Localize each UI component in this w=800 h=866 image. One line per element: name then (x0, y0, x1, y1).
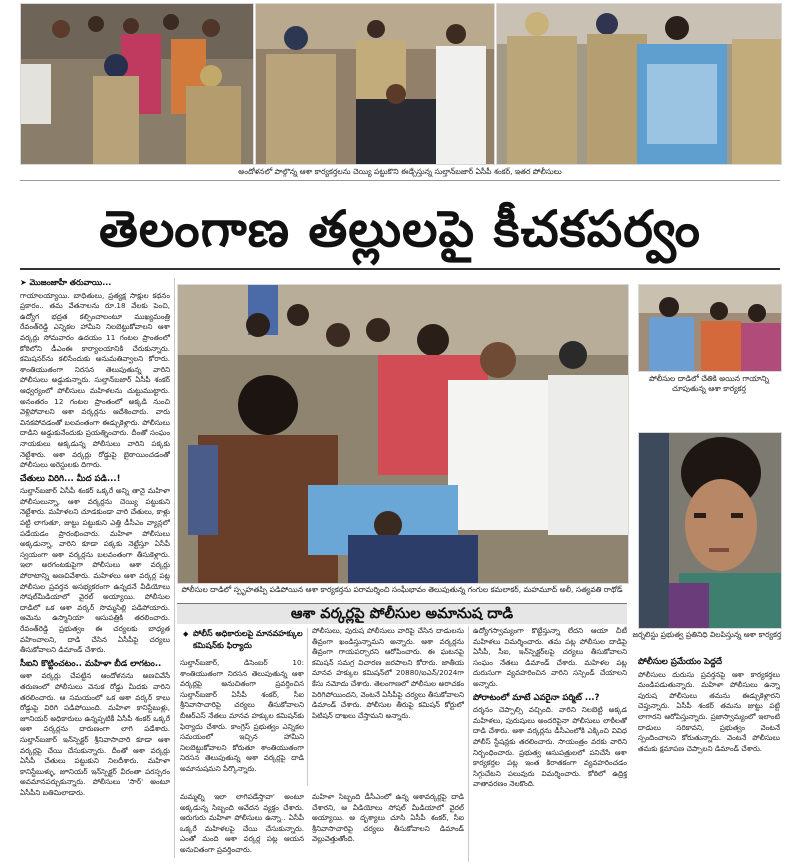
center-divider (468, 626, 469, 862)
left-paragraph-1: గాయాలయ్యాయి. బాధితులు, ప్రత్యక్ష సాక్షుల కథనం ప్రకారం.. తమ వేతనాలను రూ.18 వేలకు పెంచి, ఉద్యోగ భద్రత కల్పించాలంటూ ముఖ్యమంత్రి రేవంత్‌రెడ్డి ఎన్నికల హామీని నిలబెట్టుకోవాలని ఆశా వర్కర్లు సోమవారం ఉదయం 11 గంటల ప్రాంతంలో కోఠిలోని డీఎంఈ కార్యాలయానికి చేరుకున్నారు. కమిషనర్‌ను కలిసేందుకు అనుమతివ్వాలని కోరారు. శాంతియుతంగా నిరసన తెలుపుతున్న వారిని పోలీసులు అడ్డుకున్నారు. సుల్తాన్‌బజార్ ఏసీపీ శంకర్ ఆధ్వర్యంలో పోలీసులు మహిళలను చుట్టుముట్టారు. అనంతరం 12 గంటల ప్రాంతంలో అక్కడి నుంచి వెళ్లిపోవాలని ఆశా వర్కర్లను ఆదేశించారు. వారు వినకపోవడంతో బలవంతంగా ఈడ్చుకెళ్లారు. పోలీసులు దాడిని అడ్డుకునేందుకు ప్రయత్నించారు. దీంతో సంఘం నాయకులు అక్కడున్న పోలీసులు వారిని పక్కకు నెట్టేశారు. ఆశా వర్కర్లు రోడ్డుపై బైఠాయించడంతో పోలీసులు అరెస్టులకు దిగారు. (20, 290, 170, 470)
box-bullets (183, 628, 303, 652)
right-photo-1-caption: పోలీసుల దాడిలో చేతికి అయిన గాయాన్ని చూపుతున్న ఆశా కార్యకర్త (649, 374, 769, 393)
box-col-1: సుల్తాన్‌బజార్, డిసెంబర్ 10: శాంతియుతంగా నిరసన తెలుపుతున్న ఆశా వర్కర్లపై అనుచితంగా ప్రవర్తించిన సుల్తాన్‌బజార్ ఏసీపీ శంకర్, సీఐ శ్రీనివాసాచారిపై చర్యలు తీసుకోవాలని బీఆర్‌ఎస్ నేతలు మానవ హక్కుల కమిషన్‌కు ఫిర్యాదు చేశారు. కాంగ్రెస్ ప్రభుత్వం ఎన్నికల సమయంలో ఇచ్చిన హామీని నిలబెట్టుకోవాలని కోరుతూ శాంతియుతంగా నిరసన తెలుపుతున్న ఆశా వర్కర్లపై దాడి అమానుషమని పేర్కొన్నారు. (180, 658, 304, 773)
right-paragraph-1: ఉద్యోగస్వామ్యంగా కొట్టేస్తున్నా లేదని ఆయా చీటీ మహిళలు విమర్శించారు. తమ పట్ల పోలీసుల దాడిపై ఏసీపీ, సీఐ, ఇన్‌స్పెక్టర్‌లపై చర్యలు తీసుకోవాలని సంఘం నేతలు డిమాండ్ చేశారు. మహిళల పట్ల దురుసుగా వ్యవహరించిన వారిని సస్పెండ్ చేయాలని అన్నారు. (473, 626, 627, 688)
right-paragraph-2: దర్శనం చెప్పాల్సి వచ్చింది. వారిని నిలబెట్టి అక్కడ మహిళలు, పురుషులు అందరిపైనా పోలీసులు లాఠీలతో దాడి చేశారు. ఆశా వర్కర్లను డీసీఎంలోకి ఎక్కించి వివిధ పోలీస్ స్టేషన్లకు తరలించారు. సాయంత్రం వరకు వారిని నిర్బంధించారు. ప్రభుత్వ ఆసుపత్రులలో పనిచేసే ఆశా కార్యకర్తల పట్ల ఇంత కిరాతకంగా వ్యవహరించడం సిగ్గుచేటని పలువురు విమర్శించారు. కోఠిలో ఉద్రిక్త వాతావరణం నెలకొంది. (473, 705, 627, 789)
right-subhead-1: పోరాటంలో మాటే ఎవరైనా పర్మిట్ ...? (473, 692, 600, 703)
center-photo-caption: పోలీసుల దాడిలో స్పృహతప్పి పడిపోయిన ఆశా కార్యకర్తను పరామర్శించి సంఘీభావం తెలుపుతున్న గంగుల కమలాకర్, మహమూద్ అలీ, సత్యవతి రాథోడ్ (181, 585, 623, 594)
left-column (20, 278, 170, 858)
top-photo-caption: అందోళనలో పాల్గొన్న ఆశా కార్యకర్తలను చెయ్యి పట్టుకొని ఈడ్చేస్తున్న సుల్తాన్‌బజార్ ఏసీపీ శంకర్, ఇతర పోలీసులు (238, 167, 562, 176)
right-photo-2 (638, 432, 782, 629)
top-photo-right (496, 3, 782, 165)
dateline: ➤ మొజంజాహీ తరువాయి... (20, 278, 112, 287)
top-photo-center (255, 3, 495, 165)
left-paragraph-2: సుల్తాన్‌బజార్ ఏసీపీ శంకర్ ఒక్కరే అన్ని తానై మహిళా పోలీసులున్నా, ఆశా వర్కర్లను చెయ్యి పట్టుకుని నెట్టేశారు. మహిళలని చూడకుండా వారి చేతులు, కాళ్లు పట్టి లాగుతూ, జుట్టు పట్టుకుని ఎత్తి డీసీఎం వ్యాన్లలో పడేయడం ప్రారంభించారు. మహిళా పోలీసులు అక్కడున్నా, వారిని కూడా పక్కకు నెట్టేస్తూ ఏసీపీ స్వయంగా ఆశా వర్కర్లను బలవంతంగా తీసుకెళ్లారు. ఇలా అరగంటకుపైగా పోలీసులు ఆశా వర్కర్లు పోరాటాన్ని అణచివేశారు. మహిళలు ఆశా వర్కర్ల పట్ల పోలీసుల ప్రవర్తన అసభ్యకరంగా ఉన్నదనే వీడియోలు సోషల్‌మీడియాలో వైరల్ అయ్యాయి. పోలీసుల దాడిలో ఒక ఆశా వర్కర్ సొమ్మసిల్లి పడిపోయారు. ఆమెను ఉస్మానియా ఆసుపత్రికి తరలించారు. రేవంత్‌రెడ్డి ప్రభుత్వం ఈ చర్యలకు బాధ్యత వహించాలని, దాడి చేసిన ఏసీపీపై చర్యలు తీసుకోవాలని డిమాండ్ చేశారు. (20, 486, 170, 655)
caption-rule (20, 180, 780, 181)
bottom-col-2: మహిళా సిబ్బంది డీసీఎంలో ఉన్న ఆశావర్కర్లపై దాడి చేశారని, ఆ వీడియోలు సోషల్ మీడియాలో వైరల్ అయ్యాయి. ఆ దృశ్యాలు చూసి ఏసీపీ శంకర్, సీఐ శ్రీనివాసాచారిపై చర్యలు తీసుకోవాలని డిమాండ్ వెల్లువెత్తుతోంది. (312, 792, 464, 844)
bottom-col-1: మమ్మల్ని ఇలా లాగిపడేస్తావా' అంటూ అక్కడున్న సిబ్బంది ఆవేదన వ్యక్తం చేశారు. ఆరుగురు మహిళా పోలీసులు ఉన్నా.. ఏసీపీ ఒక్కరే మహిళలపై చేయి చేసుకున్నారు. ఎంతో మంది ఆశా వర్కర్ల పట్ల ఆయన అనుచితంగా ప్రవర్తించారు. (180, 792, 304, 854)
far-right-column (638, 654, 780, 862)
left-subhead-1: చేతులు విరిగి... మీద పడి...! (20, 473, 121, 484)
center-photo (177, 284, 629, 584)
far-right-subhead: పోలీసుల ప్రమేయం పెద్దదే (638, 657, 723, 667)
left-paragraph-3: ఆశా వర్కర్లు చేపట్టిన ఆందోళనను అణచివేసే తరుణంలో పోలీసులు వెనుక రోడ్డు మీదకు వారిని తరలించారు. ఆ సమయంలో ఒక ఆశా వర్కర్ కాలు రోడ్డుపై విరిగి పడిపోయింది. మహిళా కానిస్టేబుళ్లు, జూనియర్ అధికారులు ఉన్నప్పటికీ ఏసీపీ శంకర్ ఒక్కరే ఆశా వర్కర్లను దారుణంగా లాగి పడేశారు. సుల్తాన్‌బజార్ ఇన్‌స్పెక్టర్ శ్రీనివాసాచారి కూడా ఆశా వర్కర్లపై చేయి చేసుకున్నారు. దీంతో ఆశా వర్కర్లు ఏసీపీ చేతులు పట్టుకుని నిలదీశారు. మహిళా కానిస్టేబుళ్ళు, జూనియర్ ఇన్‌స్పెక్టర్ వీరంతా పరస్పరం అవమానపర్చుకున్నారు. పోలీసులు 'సార్' అంటూ ఏసీపీని బతిమిలాడారు. (20, 671, 170, 797)
right-column (473, 626, 627, 862)
box-bullet-1: ◆ పోలీస్ అధికారులపై మానవహక్కుల కమిషన్‌కు ఫిర్యాదు (183, 628, 303, 652)
right-photo-1 (638, 284, 782, 372)
far-right-paragraph: పోలీసులు దురుసు ప్రవర్తనపై ఆశా కార్యకర్తలు మండిపడుతున్నారు. మహిళా పోలీసులు ఉన్నా పురుష పోలీసులు తమను ఈడ్చుకెళ్లారని చెప్తున్నారు. ఏసీపీ శంకర్ తమను జుట్టు పట్టి లాగారని ఆరోపిస్తున్నారు. ప్రజాస్వామ్యంలో ఇలాంటి దాడులు సరికావని, ప్రభుత్వం వెంటనే స్పందించాలని కోరుతున్నారు. వెంటనే పోలీసులు తమకు క్షమాపణ చెప్పాలని డిమాండ్ చేశారు. (638, 669, 780, 753)
left-subhead-2: సీఐని కొట్టించటం.. మహిళా బీడ లాగటం.. (20, 658, 162, 669)
box-heading: ఆశా వర్కర్లపై పోలీసుల అమానుష దాడి (177, 603, 627, 624)
top-photo-left (20, 3, 254, 165)
headline-rule (20, 268, 780, 270)
headline: తెలంగాణ తల్లులపై కీచకపర్వం (98, 200, 702, 258)
box-col-2: పోలీసులు, పురుష పోలీసులు వారిపై చేసిన దాడులను తీవ్రంగా ఖండిస్తున్నామని అన్నారు. ఆశా వర్కర్లను తీవ్రంగా గాయపర్చారని ఆరోపించారు. ఈ ఘటనపై కమిషన్ సమగ్ర విచారణ జరపాలని కోరారు. జాతీయ మానవ హక్కుల కమిషన్‌లో 20880/ఐఎన్/2024గా కేసు నమోదు చేశారు. తెలంగాణలో పోలీసుల అరాచకం పెరిగిపోయిందని, వెంటనే ఏసీపీపై చర్యలు తీసుకోవాలని డిమాండ్ చేశారు. పోలీసుల తీరుపై కమిషన్ కోర్టులో పిటిషన్ దాఖలు చేస్తామని అన్నారు. (312, 626, 464, 720)
left-column-divider (174, 278, 175, 858)
right-photo-2-caption: జర్నలిస్టు ప్రభుత్వ ప్రతినిధి విలపిస్తున్న ఆశా కార్యకర్త (632, 630, 782, 639)
box-divider-1 (307, 628, 308, 786)
